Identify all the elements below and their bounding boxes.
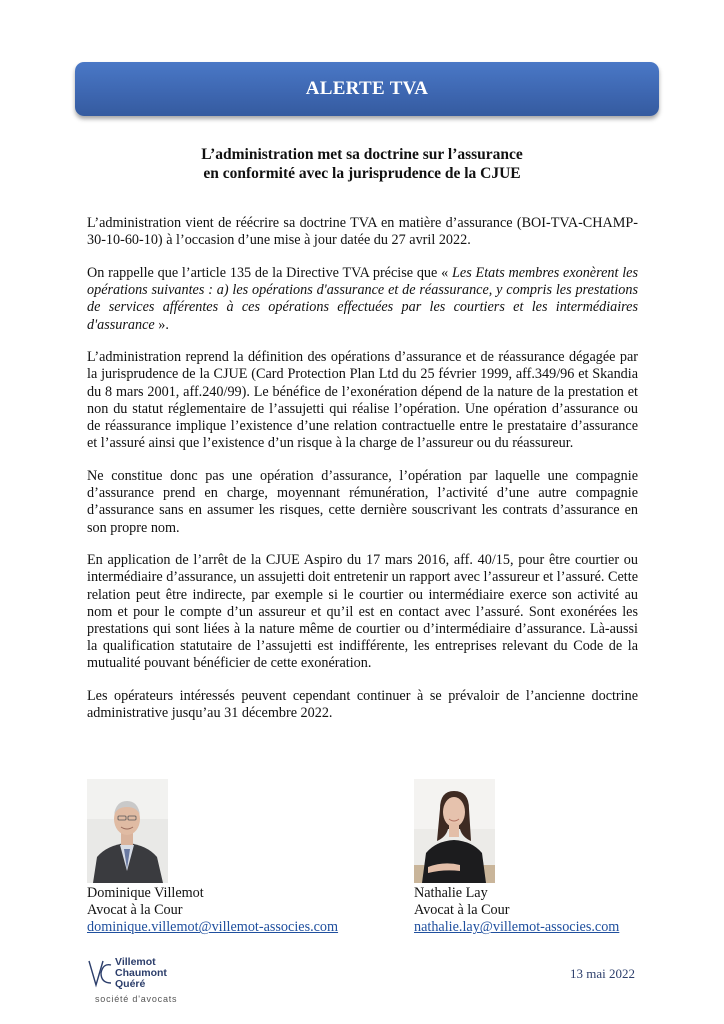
document-title: [80, 145, 644, 183]
paragraph-5: En application de l’arrêt de la CJUE Aspiro du 17 mars 2016, aff. 40/15, pour être courtier ou intermédiaire d’assurance, un assujetti doit entretenir un rapport avec l’assureur et l’assuré. Cette relation peut être indirecte, par exemple si le courtier ou intermédiaire exerce son activité au nom et pour le compte d’un assureur et qu’il est en contact avec l’assuré. Sont exonérées les prestations qui sont liées à la nature même de courtier ou d’intermédiaire d’assurance. Là-aussi la qualification statutaire de l’assujetti est indifférente, les entreprises relevant du Code de la mutualité pouvant bénéficier de cette exonération.: [87, 552, 638, 672]
firm-logo: [87, 955, 207, 1005]
paragraph-4: Ne constitue donc pas une opération d’assurance, l’opération par laquelle une compagnie d’assurance prend en charge, moyennant rémunération, l’activité d’une autre compagnie d’assurance sans en assumer les risques, cette dernière souscrivant les contrats d’assurance en son propre nom.: [87, 467, 638, 536]
paragraph-6: Les opérateurs intéressés peuvent cependant continuer à se prévaloir de l’ancienne doctrine administrative jusqu’au 31 décembre 2022.: [87, 688, 638, 722]
document-body: [87, 215, 638, 738]
paragraph-1: L’administration vient de réécrire sa doctrine TVA en matière d’assurance (BOI-TVA-CHAMP-30-10-60-10) à l’occasion d’une mise à jour datée du 27 avril 2022.: [87, 215, 638, 249]
alert-banner: [75, 62, 659, 116]
logo-line-2: Chaumont: [115, 967, 167, 979]
paragraph-2-end: ».: [154, 316, 169, 333]
author-email-link[interactable]: nathalie.lay@villemot-associes.com: [414, 919, 620, 936]
paragraph-2-intro: On rappelle que l’article 135 de la Directive TVA précise que «: [87, 264, 453, 281]
author-card-villemot: [87, 779, 338, 937]
author-photo: [87, 779, 168, 883]
author-role: Avocat à la Cour: [414, 902, 510, 919]
directive-quote: Les Etats membres exonèrent les opérations suivantes : a) les opérations d'assurance et de réassurance, y compris les prestations de services afférentes à ces opérations effectuées par les courtiers et les intermédiaires d'assurance: [87, 264, 638, 333]
paragraph-2: [87, 265, 638, 334]
author-name: Nathalie Lay: [414, 885, 488, 901]
author-name: Dominique Villemot: [87, 885, 204, 901]
author-photo: [414, 779, 495, 883]
paragraph-3: L’administration reprend la définition des opérations d’assurance et de réassurance dégagée par la jurisprudence de la CJUE (Card Protection Plan Ltd du 25 février 1999, aff.349/96 et Skandia du 8 mars 2001, aff.240/99). Le bénéfice de l’exonération dépend de la nature de la prestation et non du statut réglementaire de l’assujetti qui réalise l’opération. Une opération d’assurance ou de réassurance implique l’existence d’une relation contractuelle entre le prestataire d’assurance et l’assuré ainsi que l’existence d’un risque à la charge de l’assureur ou du réassureur.: [87, 349, 638, 452]
banner-title: ALERTE TVA: [305, 78, 429, 99]
author-role: Avocat à la Cour: [87, 902, 183, 919]
firm-name: [115, 957, 167, 990]
logo-line-3: Quéré: [115, 978, 146, 990]
title-line-1: L’administration met sa doctrine sur l’assurance: [201, 146, 523, 163]
vcq-logo-icon: [87, 955, 115, 993]
author-email-link[interactable]: dominique.villemot@villemot-associes.com: [87, 919, 339, 936]
logo-line-1: Villemot: [115, 956, 156, 968]
firm-tagline: société d'avocats: [95, 994, 178, 1004]
title-line-2: en conformité avec la jurisprudence de la CJUE: [203, 165, 521, 182]
publication-date: 13 mai 2022: [570, 966, 635, 981]
author-card-lay: [414, 779, 619, 937]
